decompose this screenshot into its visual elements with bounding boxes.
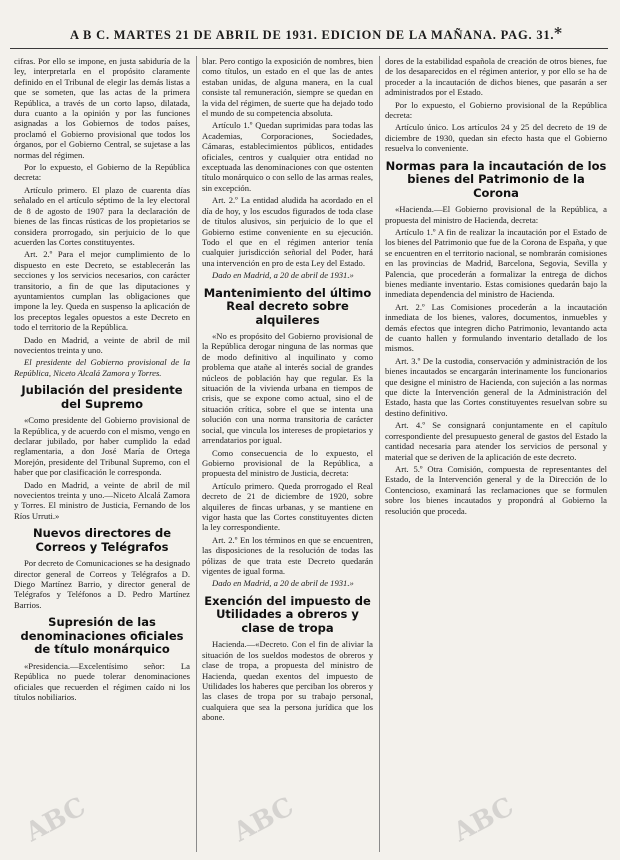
column-3-paragraph-2: Por lo expuesto, el Gobierno provisional de la República decreta: [385,99,607,121]
column-separator-2 [379,56,380,852]
column-3-paragraph-4: «Hacienda.—El Gobierno provisional de la República, a propuesta del ministro de Hacienda, decreta: [385,204,607,225]
header-rule [10,48,608,49]
column-2-signature-1: Dado en Madrid, a 20 de abril de 1931.» [212,270,354,281]
column-3-paragraph-9: Art. 5.º Otra Comisión, compuesta de representantes del Estado, de la Intervención general y de la Dirección de lo Contencioso, examinará las reclamaciones que se formulen sobre los bienes incautados y propondrá al Gobierno la resolución que proceda. [385,463,607,516]
headline-exencion-utilidades: Exención del impuesto de Utilidades a obreros y clase de tropa [204,593,371,635]
column-1-paragraph-4: Art. 2.º Para el mejor cumplimiento de lo dispuesto en este Decreto, se establecerán las secciones y los servicios necesarios, con carácter transitorio, a fin de que las diputaciones y ayuntamientos cumplan las obligaciones que impone la ley. Queda en suspenso la aplicación de los preceptos legales opuestos a este Decreto en todo el territorio de la República. [14,249,190,333]
column-2-paragraph-10: Hacienda.—«Decreto. Con el fin de aliviar la situación de los sueldos modestos de obreros y clase de tropa, a propuesta del ministro de Hacienda, quedan exentos del impuesto de Utilidades los haberes que perciban los obreros y las clases de tropa por su trabajo personal, cualquiera que sea la persona jurídica que los abone. [202,639,373,723]
watermark-abc-right: ABC [448,791,519,849]
column-3 [385,56,607,854]
column-2-paragraph-8: Art. 2.º En los términos en que se encuentren, las disposiciones de la resolución de todas las pólizas de que trata este Decreto quedarán vigentes de igual forma. [202,534,373,576]
column-3-paragraph-6: Art. 2.º Las Comisiones procederán a la incautación inmediata de los bienes, valores, documentos, inmuebles y demás efectos que integren dicho Patrimonio, levantando acta de cuanto hallen y formulando inventario detallado de los mismos. [385,301,607,354]
column-3-paragraph-7: Art. 3.º De la custodia, conservación y administración de los bienes incautados se encargarán interinamente los funcionarios que designe el ministro de Hacienda, con sujeción a las normas que dicte la Intervención general de la Administración del Estado, hasta que las Cortes constituyentes resuelvan sobre su destino definitivo. [385,355,607,418]
column-3-paragraph-1: dores de la estabilidad española de creación de otros bienes, fue de los desaparecidos en el régimen anterior, y por ello se ha de proceder a la incautación de dichos bienes, que pasarán a ser administrados por el Estado. [385,56,607,98]
column-1-paragraph-3: Artículo primero. El plazo de cuarenta días señalado en el artículo séptimo de la ley electoral de 8 de agosto de 1907 para la declaración de bienes de las fincas rústicas de los propietarios se considera prorrogado, sin perjuicio de lo que acuerden las Cortes constituyentes. [14,184,190,247]
column-1-paragraph-2: Por lo expuesto, el Gobierno de la República decreta: [14,162,190,183]
header-asterisk: * [554,24,562,42]
watermark-abc-left: ABC [20,791,91,849]
column-1 [14,56,190,854]
column-1-paragraph-7: «Como presidente del Gobierno provisional de la República, y de acuerdo con el mismo, vengo en declarar jubilado, por haber cumplido la edad reglamentaria, a don José María de Ortega Morejón, presidente del Tribunal Supremo, con el haber que por clasificación le corresponda. [14,415,190,478]
column-2-paragraph-7: Artículo primero. Queda prorrogado el Real decreto de 21 de diciembre de 1920, sobre alquileres de fincas urbanas, y se mantiene en vigor hasta que las Cortes constituyentes dicten la ley correspondiente. [202,480,373,533]
column-2-paragraph-2: Artículo 1.º Quedan suprimidas para todas las Academias, Corporaciones, Sociedades, Cámaras, establecimientos públicos, entidades oficiales, centros y cualquier otra entidad no exceptuada las denominaciones con que ostenten título monárquico o con sello de las armas reales, sin excepción. [202,120,373,193]
column-1-paragraph-8: Dado en Madrid, a veinte de abril de mil novecientos treinta y uno.—Niceto Alcalá Zamora y Torres. El ministro de Justicia, Fernando de los Ríos Urruti.» [14,479,190,521]
column-3-paragraph-5: Artículo 1.º A fin de realizar la incautación por el Estado de los bienes del Patrimonio que fue de la Corona de España, y que se encuentren en el territorio nacional, se nombrarán comisiones en las provincias de Madrid, Barcelona, Segovia, Sevilla y Palencia, que procederán a formalizar la entrega de dichos bienes mediante inventario. Estas comisiones quedarán bajo la inmediata dependencia del ministro de Hacienda. [385,226,607,300]
headline-alquileres: Mantenimiento del último Real decreto sobre alquileres [203,285,372,327]
column-2-paragraph-6: Como consecuencia de lo expuesto, el Gobierno provisional de la República, a propuesta del ministro de Justicia, decreta: [202,447,373,479]
column-2-paragraph-3: Art. 2.º La entidad aludida ha acordado en el día de hoy, y los escudos figurados de toda clase de títulos alusivos, sin perjuicio de lo que el Gobierno estime conveniente en su ejecución. Todo el que en el régimen anterior tenía cualquier jurisdicción señorial del Poder, hará una intervención en pro de esta Ley del Estado. [202,195,373,268]
column-1-paragraph-1: cifras. Por ello se impone, en justa sabiduría de la ley, interpretarla en el propósito claramente definido en el Tribunal de elegir las demás listas a que se someten, que las actas de la primera República, a través de un corto lapso, dilatada, dura cuanto a la opinión y por las funciones asignadas a los Gobiernos de todos países, proclamó el Gobierno provisional que todos los órganos, por el Gobierno Central, se sujetase a las normas del régimen. [14,56,190,160]
headline-jubilacion: Jubilación del presidente del Supremo [21,383,183,411]
watermark-abc-center: ABC [228,791,299,849]
header-dateline: A B C. MARTES 21 DE ABRIL DE 1931. EDICION DE LA MAÑANA. PAG. 31. [70,28,555,42]
column-2-signature-2: Dado en Madrid, a 20 de abril de 1931.» [212,578,354,589]
column-1-paragraph-10: «Presidencia.—Excelentísimo señor: La República no puede tolerar denominaciones oficiales que recuerden el régimen caído ni los títulos nobiliarios. [14,660,190,702]
column-3-paragraph-8: Art. 4.º Se consignará conjuntamente en el capítulo correspondiente del presupuesto general de gastos del Estado la cantidad necesaria para atender los servicios de personal y material que se deriven de la aplicación de este decreto. [385,420,607,462]
headline-incautacion-patrimonio: Normas para la incautación de los bienes del Patrimonio de la Corona [385,158,607,200]
headline-correos-telegrafos: Nuevos directores de Correos y Telégrafos [32,526,172,554]
column-1-paragraph-5: Dado en Madrid, a veinte de abril de mil novecientos treinta y uno. [14,334,190,355]
page-header [0,0,620,52]
column-1-signature-1: El presidente del Gobierno provisional de la República, Niceto Alcalá Zamora y Torres. [14,357,190,378]
headline-supresion-denominaciones: Supresión de las denominaciones oficiales de título monárquico [20,615,184,657]
column-1-paragraph-9: Por decreto de Comunicaciones se ha designado director general de Correos y Telégrafos a D. Diego Martínez Barrio, y director general de Telégrafos y Teléfonos a D. Pedro Martínez Barrios. [14,558,190,610]
column-2 [202,56,373,854]
column-separator-1 [196,56,197,852]
column-3-paragraph-3: Artículo único. Los artículos 24 y 25 del decreto de 19 de diciembre de 1930, quedan sin efecto hasta que el Gobierno resuelva lo conveniente. [385,122,607,154]
column-2-paragraph-1: blar. Pero contigo la exposición de nombres, bien como títulos, un estado en el que las de antes estaban unidas, de alguna manera, en la cual consiste tal remuneración, siempre se quedan en la vida del régimen, de suerte que ha dejado todo el mundo de su competencia absoluta. [202,56,373,119]
column-2-paragraph-5: «No es propósito del Gobierno provisional de la República derogar ninguna de las normas que de modo definitivo al inquilinato y como problema que atañe al interés social de grandes núcleos de población hay que regular. Es la situación de la vivienda urbana en tiempos de crisis, que se expone como actual, sino el de situación crítica, sobre el que se intenta una solución con una norma transitoria de carácter social, que vincula los intereses de propietarios y arrendatarios por igual. [202,331,373,446]
